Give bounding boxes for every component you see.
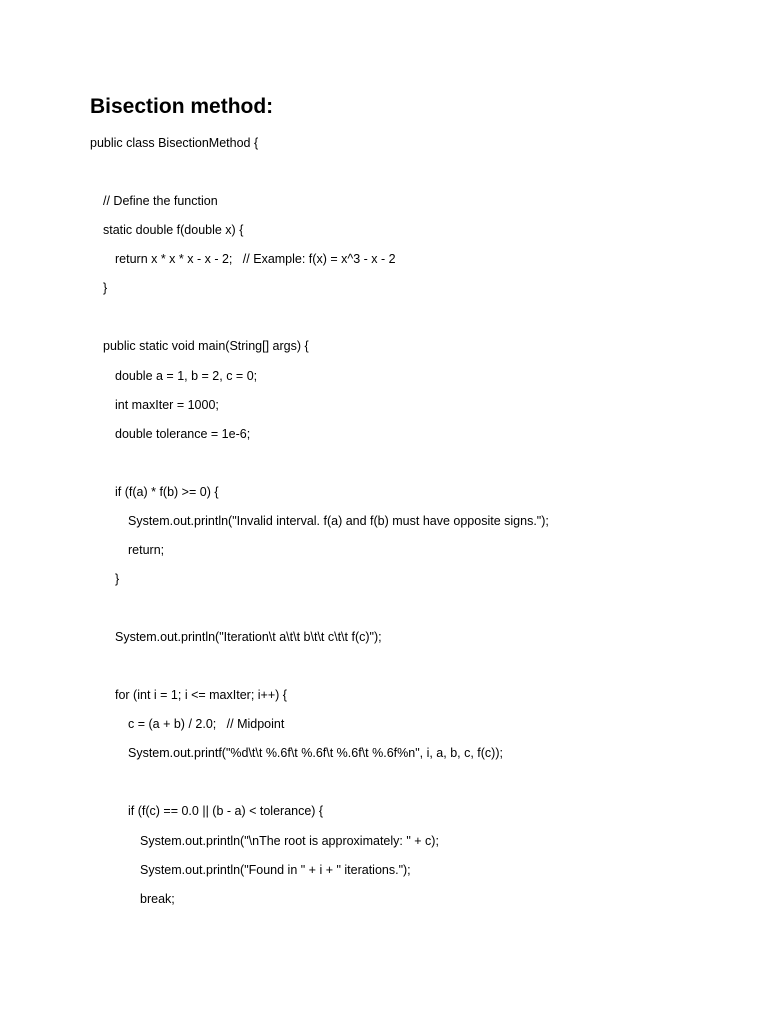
code-line: } xyxy=(103,281,108,295)
code-line: int maxIter = 1000; xyxy=(115,398,219,412)
code-line: // Define the function xyxy=(103,194,218,208)
code-line: System.out.println("Invalid interval. f(a) and f(b) must have opposite signs."); xyxy=(128,514,549,528)
code-line: for (int i = 1; i <= maxIter; i++) { xyxy=(115,688,287,702)
code-line: break; xyxy=(140,892,175,906)
code-line: static double f(double x) { xyxy=(103,223,244,237)
code-line: double a = 1, b = 2, c = 0; xyxy=(115,369,258,383)
code-line: c = (a + b) / 2.0; // Midpoint xyxy=(128,717,285,731)
code-line: double tolerance = 1e-6; xyxy=(115,427,251,441)
code-line: return; xyxy=(128,543,165,557)
code-line: return x * x * x - x - 2; // Example: f(x) = x^3 - x - 2 xyxy=(115,252,396,266)
code-line: System.out.printf("%d\t\t %.6f\t %.6f\t %.6f\t %.6f%n", i, a, b, c, f(c)); xyxy=(128,746,503,760)
code-line: } xyxy=(115,572,120,586)
code-line: if (f(a) * f(b) >= 0) { xyxy=(115,485,219,499)
document-heading: Bisection method: xyxy=(90,95,274,118)
code-line: System.out.println("\nThe root is approximately: " + c); xyxy=(140,834,439,848)
code-line: System.out.println("Iteration\t a\t\t b\t\t c\t\t f(c)"); xyxy=(115,630,382,644)
code-line: System.out.println("Found in " + i + " iterations."); xyxy=(140,863,411,877)
code-line: public class BisectionMethod { xyxy=(90,136,259,150)
code-line: if (f(c) == 0.0 || (b - a) < tolerance) { xyxy=(128,804,324,818)
code-line: public static void main(String[] args) { xyxy=(103,339,309,353)
